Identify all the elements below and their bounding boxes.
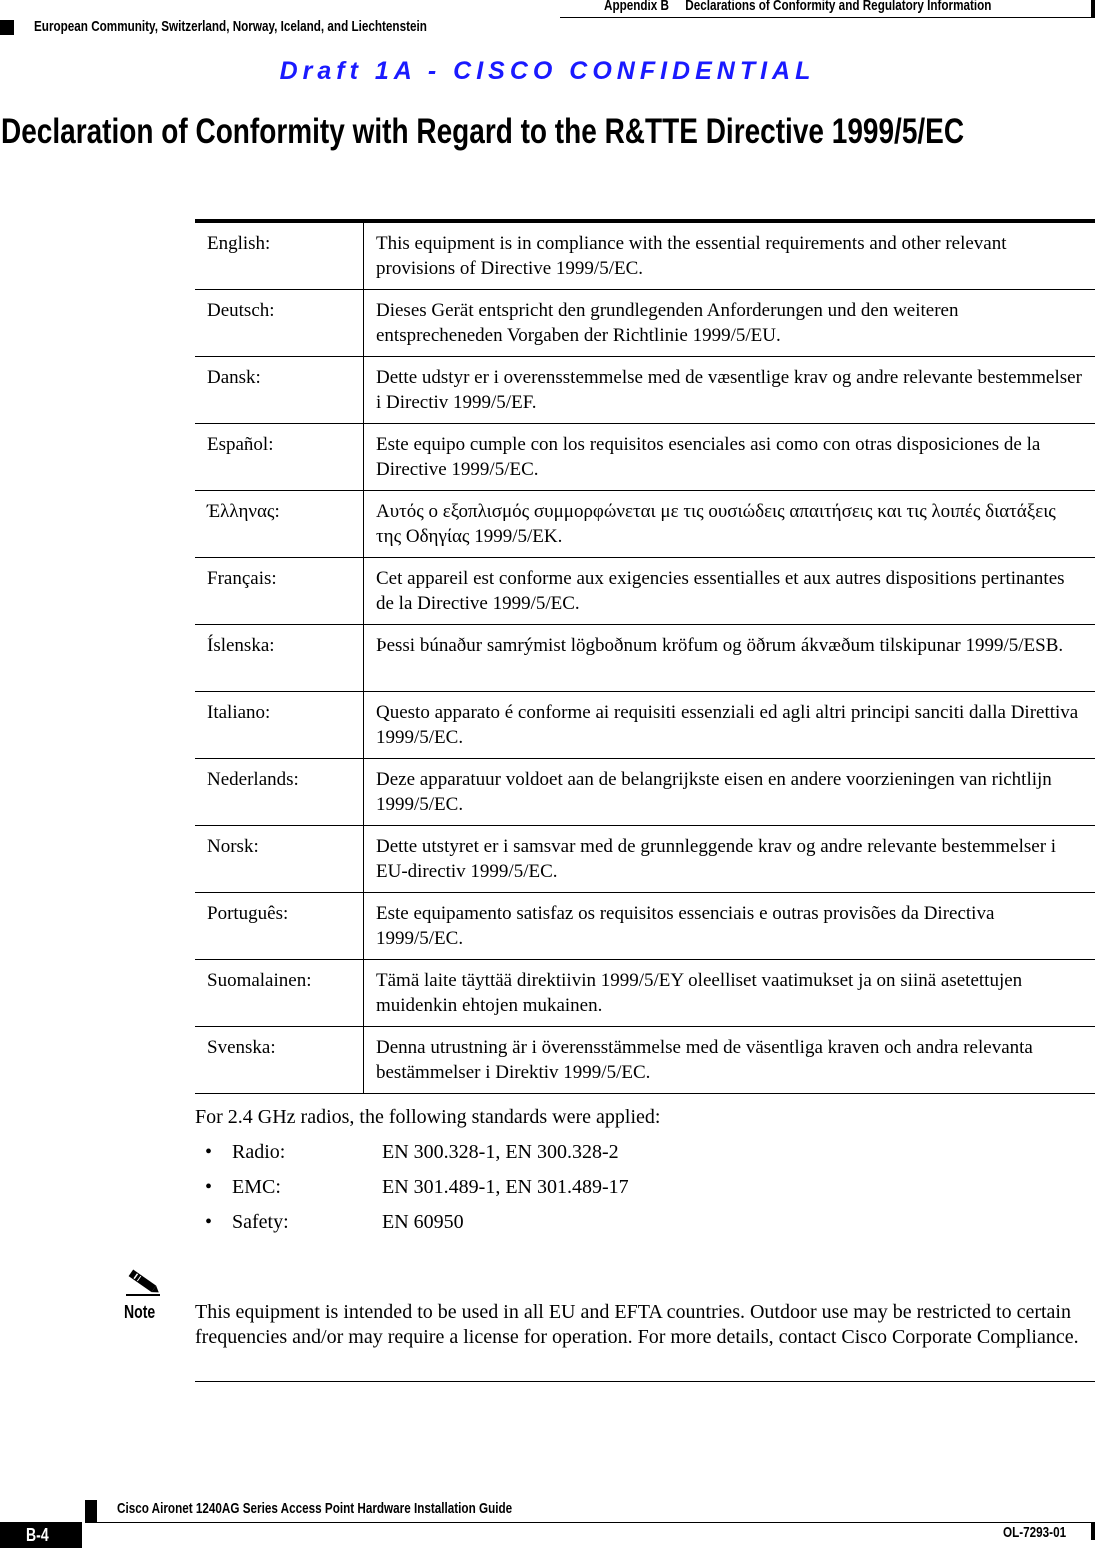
standards-intro: For 2.4 GHz radios, the following standards were applied: xyxy=(195,1106,661,1128)
section-title: European Community, Switzerland, Norway, Iceland, and Liechtenstein xyxy=(34,18,427,35)
declaration-cell: Tämä laite täyttää direktiivin 1999/5/EY oleelliset vaatimukset ja on siinä asetettujen muidenkin ehtojen mukainen. xyxy=(364,960,1095,1027)
standard-item xyxy=(205,1141,619,1164)
table-row xyxy=(195,692,1095,759)
table-row xyxy=(195,625,1095,692)
declaration-cell: Dette udstyr er i overensstemmelse med de væsentlige krav og andre relevante bestemmelser i Directiv 1999/5/EF. xyxy=(364,357,1095,424)
bullet: • xyxy=(205,1211,213,1233)
appendix-label: Appendix B xyxy=(604,0,670,14)
declaration-cell: Dette utstyret er i samsvar med de grunnleggende krav og andre relevante bestemmelser i EU-directiv 1999/5/EC. xyxy=(364,826,1095,893)
table-row xyxy=(195,826,1095,893)
declaration-cell: Este equipamento satisfaz os requisitos essenciais e outras provisões da Directiva 1999/5/EC. xyxy=(364,893,1095,960)
header-rule xyxy=(560,17,1095,18)
declaration-cell: Deze apparatuur voldoet aan de belangrijkste eisen en andere voorzieningen van richtlijn 1999/5/EC. xyxy=(364,759,1095,826)
standard-value: EN 301.489-1, EN 301.489-17 xyxy=(382,1176,629,1198)
footer-marker xyxy=(85,1500,97,1522)
language-cell: Έλληνας: xyxy=(195,491,364,558)
page-title: Declaration of Conformity with Regard to the R&TTE Directive 1999/5/EC xyxy=(1,112,965,151)
pencil-icon xyxy=(126,1268,162,1301)
declaration-cell: Dieses Gerät entspricht den grundlegenden Anforderungen und den weiteren entsprecheneden Vorgaben der Richtlinie 1999/5/EU. xyxy=(364,290,1095,357)
table-row xyxy=(195,893,1095,960)
declaration-cell: Questo apparato é conforme ai requisiti essenziali ed agli altri principi sanciti dalla Direttiva 1999/5/EC. xyxy=(364,692,1095,759)
standard-value: EN 300.328-1, EN 300.328-2 xyxy=(382,1141,619,1163)
table-row xyxy=(195,960,1095,1027)
language-cell: Italiano: xyxy=(195,692,364,759)
table-row xyxy=(195,290,1095,357)
header-bar xyxy=(1091,0,1095,18)
standard-label: EMC: xyxy=(232,1176,281,1198)
declaration-cell: Þessi búnaður samrýmist lögboðnum kröfum og öðrum ákvæðum tilskipunar 1999/5/ESB. xyxy=(364,625,1095,692)
language-cell: Dansk: xyxy=(195,357,364,424)
language-cell: Svenska: xyxy=(195,1027,364,1094)
standard-item xyxy=(205,1176,629,1199)
note-rule xyxy=(195,1381,1095,1382)
page-number-box xyxy=(0,1522,82,1548)
language-cell: Íslenska: xyxy=(195,625,364,692)
language-cell: Deutsch: xyxy=(195,290,364,357)
bullet: • xyxy=(205,1176,213,1198)
draft-banner: Draft 1A - CISCO CONFIDENTIAL xyxy=(279,57,816,85)
standard-item xyxy=(205,1211,464,1234)
footer-rule xyxy=(85,1522,1095,1523)
table-row xyxy=(195,424,1095,491)
language-cell: Nederlands: xyxy=(195,759,364,826)
declaration-cell: Αυτός ο εξοπλισμός συμμορφώνεται με τις ουσιώδεις απαιτήσεις και τις λοιπές διατάξεις της Οδηγίας 1999/5/ΕΚ. xyxy=(364,491,1095,558)
table-row xyxy=(195,759,1095,826)
standard-label: Radio: xyxy=(232,1141,286,1163)
note-text: This equipment is intended to be used in all EU and EFTA countries. Outdoor use may be restricted to certain frequencies and/or may require a license for operation. For more details, contact Cisco Corporate Compliance. xyxy=(195,1301,1079,1348)
language-cell: Suomalainen: xyxy=(195,960,364,1027)
table-row xyxy=(195,221,1095,290)
standard-label: Safety: xyxy=(232,1211,289,1233)
language-cell: Español: xyxy=(195,424,364,491)
table-row xyxy=(195,1027,1095,1094)
section-marker xyxy=(0,20,14,35)
language-cell: Français: xyxy=(195,558,364,625)
table-row xyxy=(195,357,1095,424)
doc-number: OL-7293-01 xyxy=(1003,1524,1067,1541)
language-cell: Norsk: xyxy=(195,826,364,893)
note-label: Note xyxy=(124,1302,156,1322)
table-row xyxy=(195,491,1095,558)
standard-value: EN 60950 xyxy=(382,1211,464,1233)
guide-title: Cisco Aironet 1240AG Series Access Point Hardware Installation Guide xyxy=(117,1500,513,1517)
page-number: B-4 xyxy=(26,1525,49,1545)
running-header xyxy=(604,0,1095,15)
bullet: • xyxy=(205,1141,213,1163)
declaration-cell: This equipment is in compliance with the essential requirements and other relevant provisions of Directive 1999/5/EC. xyxy=(364,221,1095,290)
declaration-cell: Cet appareil est conforme aux exigencies essentialles et aux autres dispositions pertinantes de la Directive 1999/5/EC. xyxy=(364,558,1095,625)
footer-bar xyxy=(1091,1522,1095,1540)
table-row xyxy=(195,558,1095,625)
chapter-title: Declarations of Conformity and Regulatory Information xyxy=(685,0,992,14)
declaration-cell: Denna utrustning är i överensstämmelse med de väsentliga kraven och andra relevanta bestämmelser i Direktiv 1999/5/EC. xyxy=(364,1027,1095,1094)
language-cell: English: xyxy=(195,221,364,290)
declaration-cell: Este equipo cumple con los requisitos esenciales asi como con otras disposiciones de la Directive 1999/5/EC. xyxy=(364,424,1095,491)
declarations-table xyxy=(195,219,1095,1094)
language-cell: Português: xyxy=(195,893,364,960)
